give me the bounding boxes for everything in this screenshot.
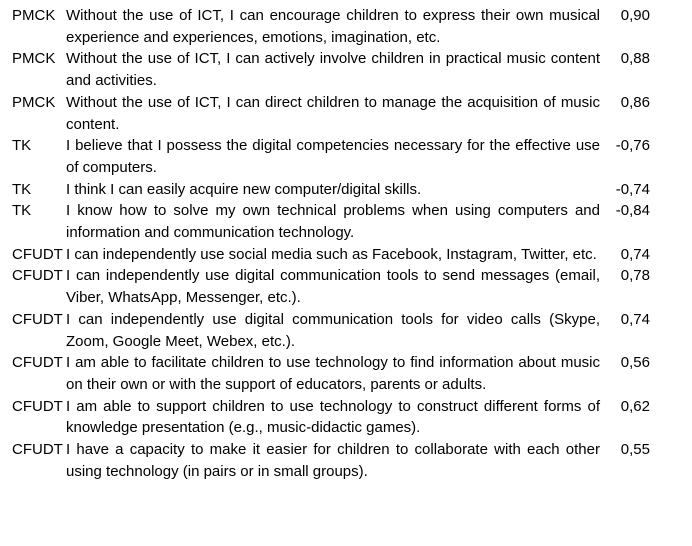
item-statement: I know how to solve my own technical problems when using computers and information and communication technology. <box>66 202 600 242</box>
factor-code: PMCK <box>12 7 56 24</box>
item-statement: I can independently use digital communication tools to send messages (email, Viber, WhatsApp, Messenger, etc.). <box>66 267 600 307</box>
loading-value: 0,74 <box>620 245 650 263</box>
factor-loadings-table <box>12 5 650 482</box>
loading-value: 0,78 <box>620 267 650 285</box>
factor-code: PMCK <box>12 50 56 68</box>
item-statement: I have a capacity to make it easier for children to collaborate with each other using technology (in pairs or in small groups). <box>66 441 600 480</box>
loading-value: -0,74 <box>615 180 650 198</box>
factor-code: CFUDT <box>12 267 63 285</box>
table-row <box>12 135 650 178</box>
table-row <box>12 5 650 48</box>
table-row <box>12 200 650 243</box>
item-statement: Without the use of ICT, I can actively involve children in practical music content and activities. <box>66 50 600 90</box>
factor-code: TK <box>12 202 32 220</box>
table-row <box>12 439 650 482</box>
table-row <box>12 396 650 439</box>
item-statement: Without the use of ICT, I can encourage children to express their own musical experience and experiences, emotions, imagination, etc. <box>66 7 600 46</box>
factor-code: CFUDT <box>12 310 63 328</box>
loading-value: 0,74 <box>620 310 650 328</box>
loading-value: -0,84 <box>615 202 650 220</box>
factor-code: CFUDT <box>12 397 63 415</box>
factor-code: CFUDT <box>12 441 63 459</box>
factor-code: CFUDT <box>12 245 63 263</box>
loading-value: -0,76 <box>615 137 650 155</box>
loading-value: 0,90 <box>620 7 650 24</box>
item-statement: Without the use of ICT, I can direct children to manage the acquisition of music content. <box>66 93 600 133</box>
table-row <box>12 48 650 91</box>
loading-value: 0,62 <box>620 397 650 415</box>
factor-code: TK <box>12 180 32 198</box>
item-statement: I believe that I possess the digital competencies necessary for the effective use of computers. <box>66 137 600 176</box>
table-row <box>12 92 650 135</box>
loading-value: 0,88 <box>620 50 650 68</box>
factor-code: PMCK <box>12 93 56 111</box>
table-row <box>12 179 650 201</box>
item-statement: I can independently use digital communication tools for video calls (Skype, Zoom, Google Meet, Webex, etc.). <box>66 310 600 350</box>
table-row <box>12 352 650 395</box>
item-statement: I think I can easily acquire new computer/digital skills. <box>66 180 422 198</box>
table-row <box>12 309 650 352</box>
loading-value: 0,56 <box>620 354 650 372</box>
item-statement: I am able to facilitate children to use technology to find information about music on their own or with the support of educators, parents or adults. <box>66 354 600 393</box>
table-row <box>12 265 650 308</box>
item-statement: I can independently use social media such as Facebook, Instagram, Twitter, etc. <box>66 245 597 263</box>
item-statement: I am able to support children to use technology to construct different forms of knowledge presentation (e.g., music-didactic games). <box>66 397 600 437</box>
factor-code: TK <box>12 137 32 155</box>
loading-value: 0,55 <box>620 441 650 459</box>
factor-code: CFUDT <box>12 354 63 372</box>
table-row <box>12 244 650 266</box>
loading-value: 0,86 <box>620 93 650 111</box>
